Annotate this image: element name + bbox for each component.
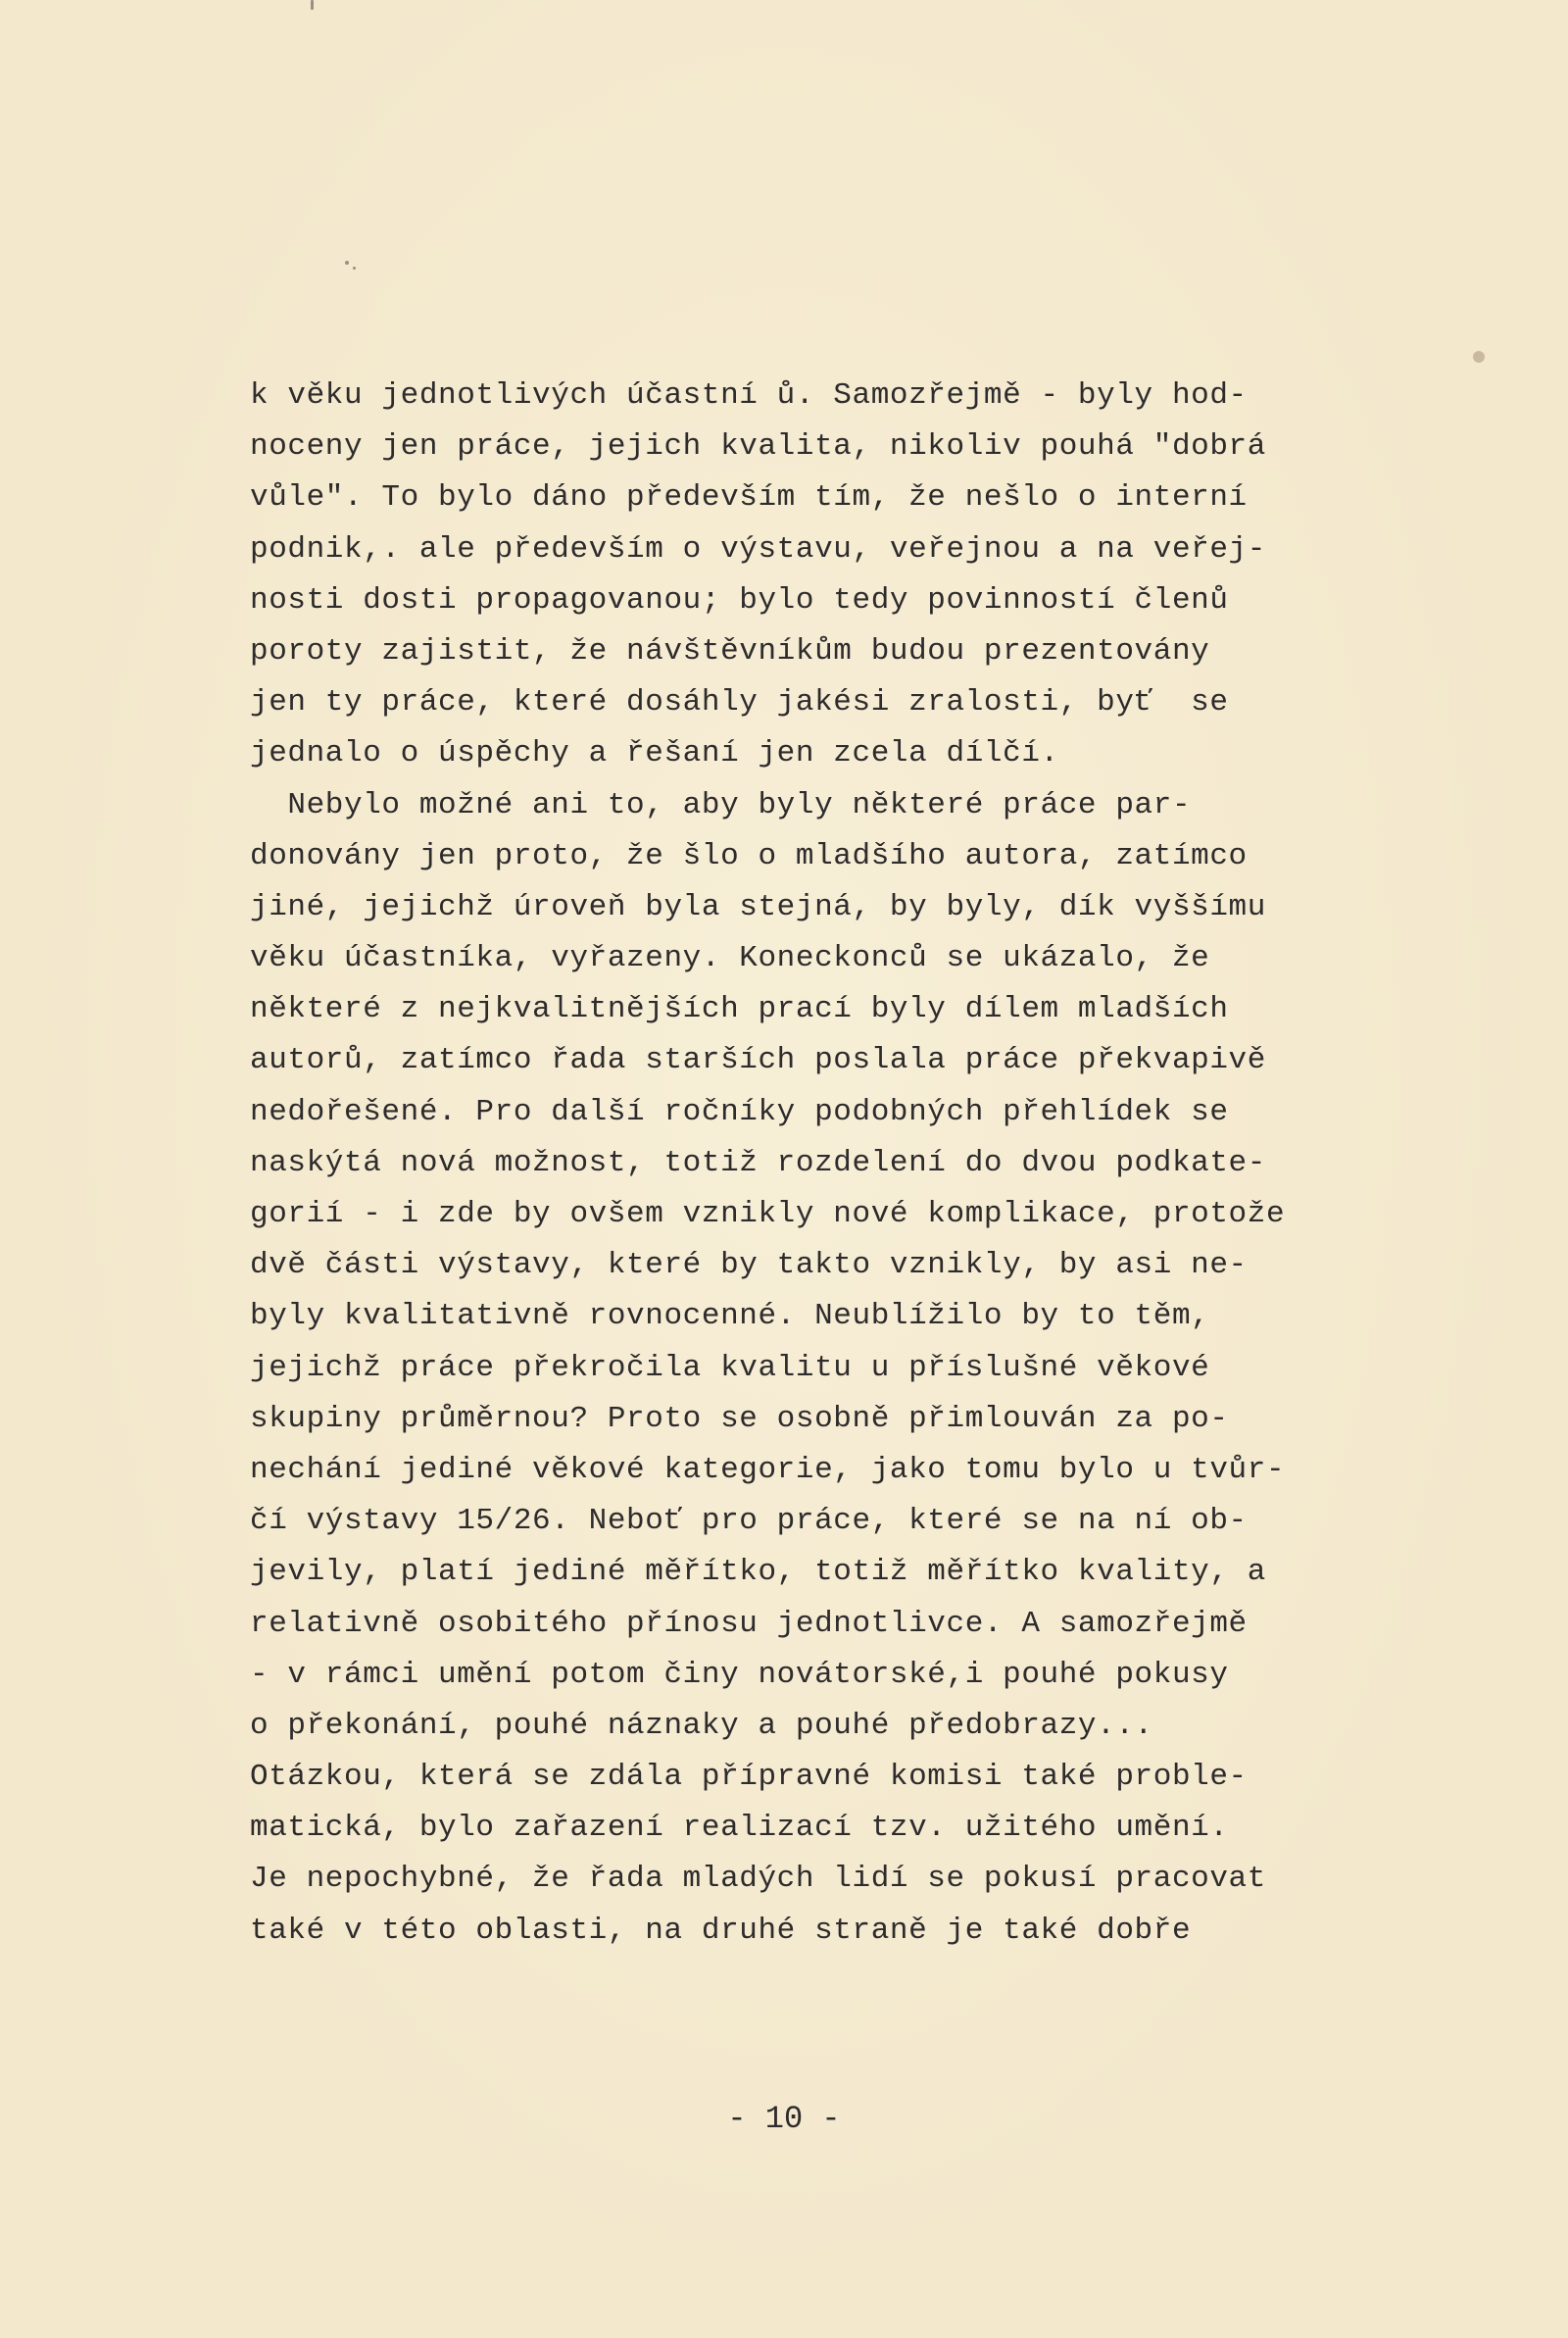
paper-stain xyxy=(1473,351,1485,363)
text-line: nedořešené. Pro další ročníky podobných přehlídek se xyxy=(250,1094,1229,1129)
text-line: relativně osobitého přínosu jednotlivce. A samozřejmě xyxy=(250,1606,1248,1641)
body-text xyxy=(250,371,1455,1957)
text-line: byly kvalitativně rovnocenné. Neublížilo by to těm, xyxy=(250,1299,1210,1334)
text-line: autorů, zatímco řada starších poslala práce překvapivě xyxy=(250,1043,1266,1078)
text-line: k věku jednotlivých účastní ů. Samozřejmě - byly hod- xyxy=(250,378,1248,413)
paper-speck xyxy=(345,261,349,265)
text-line: některé z nejkvalitnějších prací byly dílem mladších xyxy=(250,992,1229,1027)
paper-speck xyxy=(353,267,356,270)
text-line: jevily, platí jediné měřítko, totiž měřítko kvality, a xyxy=(250,1555,1266,1590)
text-line: noceny jen práce, jejich kvalita, nikoliv pouhá "dobrá xyxy=(250,429,1266,465)
text-line: matická, bylo zařazení realizací tzv. užitého umění. xyxy=(250,1811,1229,1846)
text-line: podnik,. ale především o výstavu, veřejnou a na veřej- xyxy=(250,531,1266,567)
text-line: poroty zajistit, že návštěvníkům budou prezentovány xyxy=(250,633,1210,669)
text-line: jiné, jejichž úroveň byla stejná, by byly, dík vyššímu xyxy=(250,889,1266,924)
text-line: věku účastníka, vyřazeny. Koneckonců se ukázalo, že xyxy=(250,941,1210,976)
text-line: o překonání, pouhé náznaky a pouhé předobrazy... xyxy=(250,1708,1153,1743)
text-line: jednalo o úspěchy a řešaní jen zcela dílčí. xyxy=(250,736,1059,771)
page-number: - 10 - xyxy=(727,2101,841,2137)
text-line: čí výstavy 15/26. Neboť pro práce, které se na ní ob- xyxy=(250,1504,1248,1539)
text-line: jejichž práce překročila kvalitu u příslušné věkové xyxy=(250,1350,1210,1385)
text-line: Otázkou, která se zdála přípravné komisi také proble- xyxy=(250,1760,1248,1795)
text-line: naskýtá nová možnost, totiž rozdelení do dvou podkate- xyxy=(250,1145,1266,1180)
text-line: nosti dosti propagovanou; bylo tedy povinností členů xyxy=(250,582,1229,618)
text-line: dvě části výstavy, které by takto vznikly, by asi ne- xyxy=(250,1248,1248,1283)
text-line: skupiny průměrnou? Proto se osobně přimlouván za po- xyxy=(250,1401,1229,1436)
text-line: Je nepochybné, že řada mladých lidí se pokusí pracovat xyxy=(250,1862,1266,1897)
text-line: vůle". To bylo dáno především tím, že nešlo o interní xyxy=(250,480,1248,516)
text-line: také v této oblasti, na druhé straně je také dobře xyxy=(250,1913,1192,1948)
paper-mark xyxy=(311,0,314,10)
text-line: Nebylo možné ani to, aby byly některé práce par- xyxy=(250,787,1192,822)
text-line: nechání jediné věkové kategorie, jako tomu bylo u tvůr- xyxy=(250,1452,1286,1487)
text-line: gorií - i zde by ovšem vznikly nové komplikace, protože xyxy=(250,1197,1286,1231)
text-line: - v rámci umění potom činy novátorské,i pouhé pokusy xyxy=(250,1657,1229,1692)
text-line: donovány jen proto, že šlo o mladšího autora, zatímco xyxy=(250,838,1248,873)
text-line: jen ty práce, které dosáhly jakési zralosti, byť se xyxy=(250,685,1229,721)
